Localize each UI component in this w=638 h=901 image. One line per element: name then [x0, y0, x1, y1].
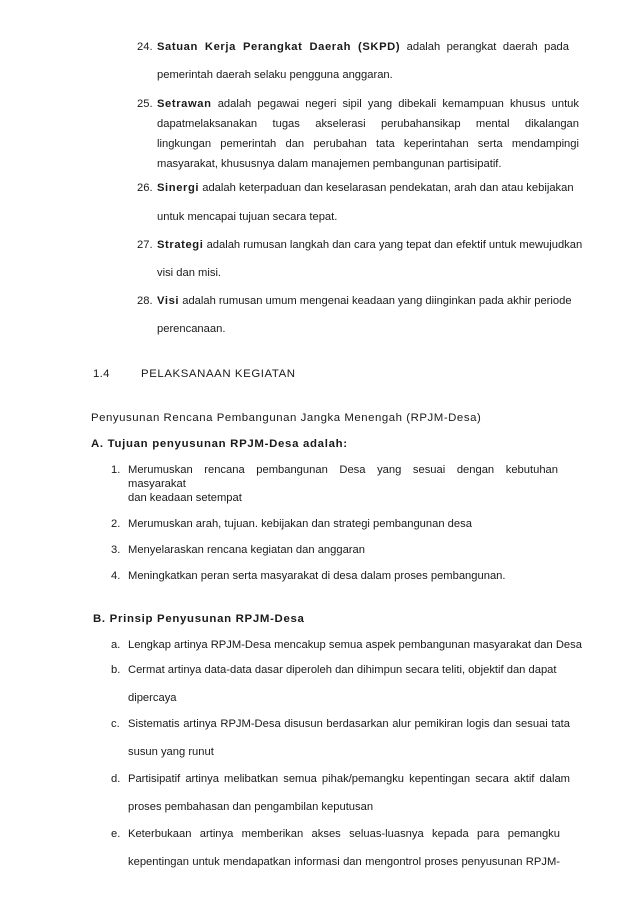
definition-term: Setrawan [157, 98, 212, 110]
part-b-heading: B. Prinsip Penyusunan RPJM-Desa [93, 613, 305, 625]
list-item: Meningkatkan peran serta masyarakat di desa dalam proses pembangunan. [128, 570, 506, 582]
definition-continuation: dapatmelaksanakan tugas akselerasi perubahansikap mental dikalangan [157, 118, 579, 130]
list-item: Sistematis artinya RPJM-Desa disusun berdasarkan alur pemikiran logis dan sesuai tata [128, 718, 570, 730]
list-item: Keterbukaan artinya memberikan akses seluas-luasnya kepada para pemangku [128, 828, 560, 840]
list-marker: 3. [111, 544, 121, 556]
definition-continuation: perencanaan. [157, 323, 226, 335]
list-marker: 4. [111, 570, 121, 582]
list-item-continuation: dan keadaan setempat [128, 492, 242, 504]
list-item: Partisipatif artinya melibatkan semua pihak/pemangku kepentingan secara aktif dalam [128, 773, 570, 785]
definition-line [157, 40, 569, 54]
definition-number: 25. [137, 98, 153, 110]
list-marker: 2. [111, 518, 121, 530]
list-item-continuation: susun yang runut [128, 746, 214, 758]
definition-continuation: masyarakat, khususnya dalam manajemen pembangunan partisipatif. [157, 158, 502, 170]
definition-continuation: untuk mencapai tujuan secara tepat. [157, 211, 338, 223]
section-title: PELAKSANAAN KEGIATAN [141, 368, 296, 380]
definition-continuation: pemerintah daerah selaku pengguna anggaran. [157, 69, 393, 81]
definition-term: Satuan Kerja Perangkat Daerah (SKPD) [157, 41, 401, 53]
subheading: Penyusunan Rencana Pembangunan Jangka Menengah (RPJM-Desa) [91, 412, 482, 424]
list-item: Menyelaraskan rencana kegiatan dan anggaran [128, 544, 365, 556]
definition-text: adalah keterpaduan dan keselarasan pendekatan, arah dan atau kebijakan [202, 182, 574, 194]
list-item: Merumuskan rencana pembangunan Desa yang sesuai dengan kebutuhan masyarakat [128, 464, 558, 490]
definition-text: adalah rumusan umum mengenai keadaan yang diinginkan pada akhir periode [182, 295, 572, 307]
definition-term: Strategi [157, 239, 204, 251]
section-number: 1.4 [93, 368, 110, 380]
definition-continuation: lingkungan pemerintah dan perubahan tata keperintahan serta mendampingi [157, 138, 579, 150]
definition-text: adalah pegawai negeri sipil yang dibekali kemampuan khusus untuk [217, 98, 579, 110]
list-marker: a. [111, 639, 121, 651]
list-marker: c. [111, 718, 120, 730]
definition-number: 27. [137, 239, 153, 251]
list-item-continuation: kepentingan untuk mendapatkan informasi dan mengontrol proses penyusunan RPJM- [128, 856, 560, 868]
part-a-heading: A. Tujuan penyusunan RPJM-Desa adalah: [91, 438, 348, 450]
definition-term: Visi [157, 295, 180, 307]
list-marker: e. [111, 828, 121, 840]
definition-continuation: visi dan misi. [157, 267, 222, 279]
definition-text: adalah perangkat daerah pada [406, 41, 570, 53]
definition-line [157, 181, 574, 195]
list-item-continuation: proses pembahasan dan pengambilan keputusan [128, 801, 374, 813]
list-item: Merumuskan arah, tujuan. kebijakan dan strategi pembangunan desa [128, 518, 472, 530]
definition-number: 26. [137, 182, 153, 194]
definition-line [157, 294, 572, 308]
list-item-continuation: dipercaya [128, 692, 177, 704]
definition-line [157, 238, 582, 252]
definition-number: 24. [137, 41, 153, 53]
list-item: Cermat artinya data-data dasar diperoleh dan dihimpun secara teliti, objektif dan dapat [128, 664, 557, 676]
list-item: Lengkap artinya RPJM-Desa mencakup semua aspek pembangunan masyarakat dan Desa [128, 639, 582, 651]
definition-line [157, 97, 579, 111]
definition-text: adalah rumusan langkah dan cara yang tepat dan efektif untuk mewujudkan [206, 239, 583, 251]
list-marker: 1. [111, 464, 121, 476]
list-marker: d. [111, 773, 121, 785]
list-marker: b. [111, 664, 121, 676]
definition-number: 28. [137, 295, 153, 307]
definition-term: Sinergi [157, 182, 200, 194]
